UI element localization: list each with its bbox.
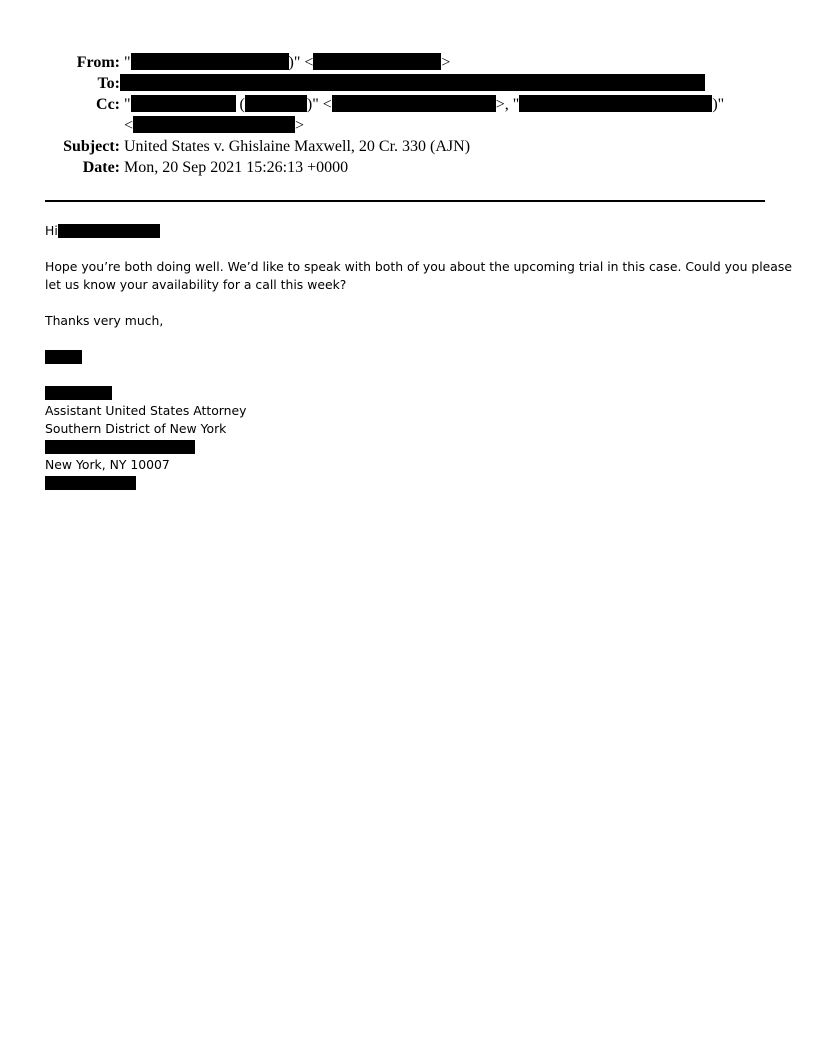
redaction-block [332, 95, 496, 112]
quote: )" [712, 96, 725, 113]
quote: >, " [495, 96, 520, 113]
paren: ( [235, 96, 245, 113]
subject-row [0, 136, 816, 157]
bracket: > [295, 117, 305, 134]
signature-title: Assistant United States Attorney [45, 403, 247, 418]
greeting-text: Hi [45, 223, 58, 238]
redaction-block [245, 95, 307, 112]
quote: )" < [306, 96, 332, 113]
redaction-block [120, 74, 705, 91]
date-row [0, 157, 816, 178]
quote: )" < [288, 54, 314, 71]
message-paragraph-line-2: let us know your availability for a call this week? [45, 277, 347, 292]
header-divider [45, 200, 765, 202]
redaction-block [131, 53, 289, 70]
quote: " [124, 96, 131, 113]
cc-row [0, 94, 816, 115]
redaction-block [45, 440, 195, 454]
bracket: > [441, 54, 451, 71]
redaction-block [45, 476, 136, 490]
redaction-block [313, 53, 441, 70]
signature-office: Southern District of New York [45, 421, 227, 436]
to-label: To: [97, 75, 120, 92]
from-label: From: [76, 54, 120, 71]
subject-label: Subject: [63, 138, 120, 155]
quote: " [124, 54, 131, 71]
cc-value-continued [124, 115, 304, 136]
cc-label: Cc: [96, 96, 120, 113]
cc-row-continued [0, 115, 816, 136]
email-header [0, 52, 816, 178]
to-row [0, 73, 816, 94]
date-value: Mon, 20 Sep 2021 15:26:13 +0000 [124, 159, 349, 176]
closing: Thanks very much, [45, 313, 164, 328]
date-label: Date: [82, 159, 120, 176]
to-value [120, 73, 705, 94]
redaction-block [519, 95, 712, 112]
signature-city: New York, NY 10007 [45, 457, 170, 472]
message-paragraph-line-1: Hope you’re both doing well. We’d like to speak with both of you about the upcoming trial in this case. Could you please [45, 259, 792, 274]
subject-value: United States v. Ghislaine Maxwell, 20 Cr. 330 (AJN) [124, 138, 471, 155]
from-row [0, 52, 816, 73]
redaction-block [58, 224, 160, 238]
redaction-block [45, 350, 82, 364]
redaction-block [133, 116, 295, 133]
cc-value [124, 94, 724, 115]
from-value [124, 52, 450, 73]
redaction-block [45, 386, 112, 400]
redaction-block [131, 95, 236, 112]
bracket: < [124, 117, 134, 134]
